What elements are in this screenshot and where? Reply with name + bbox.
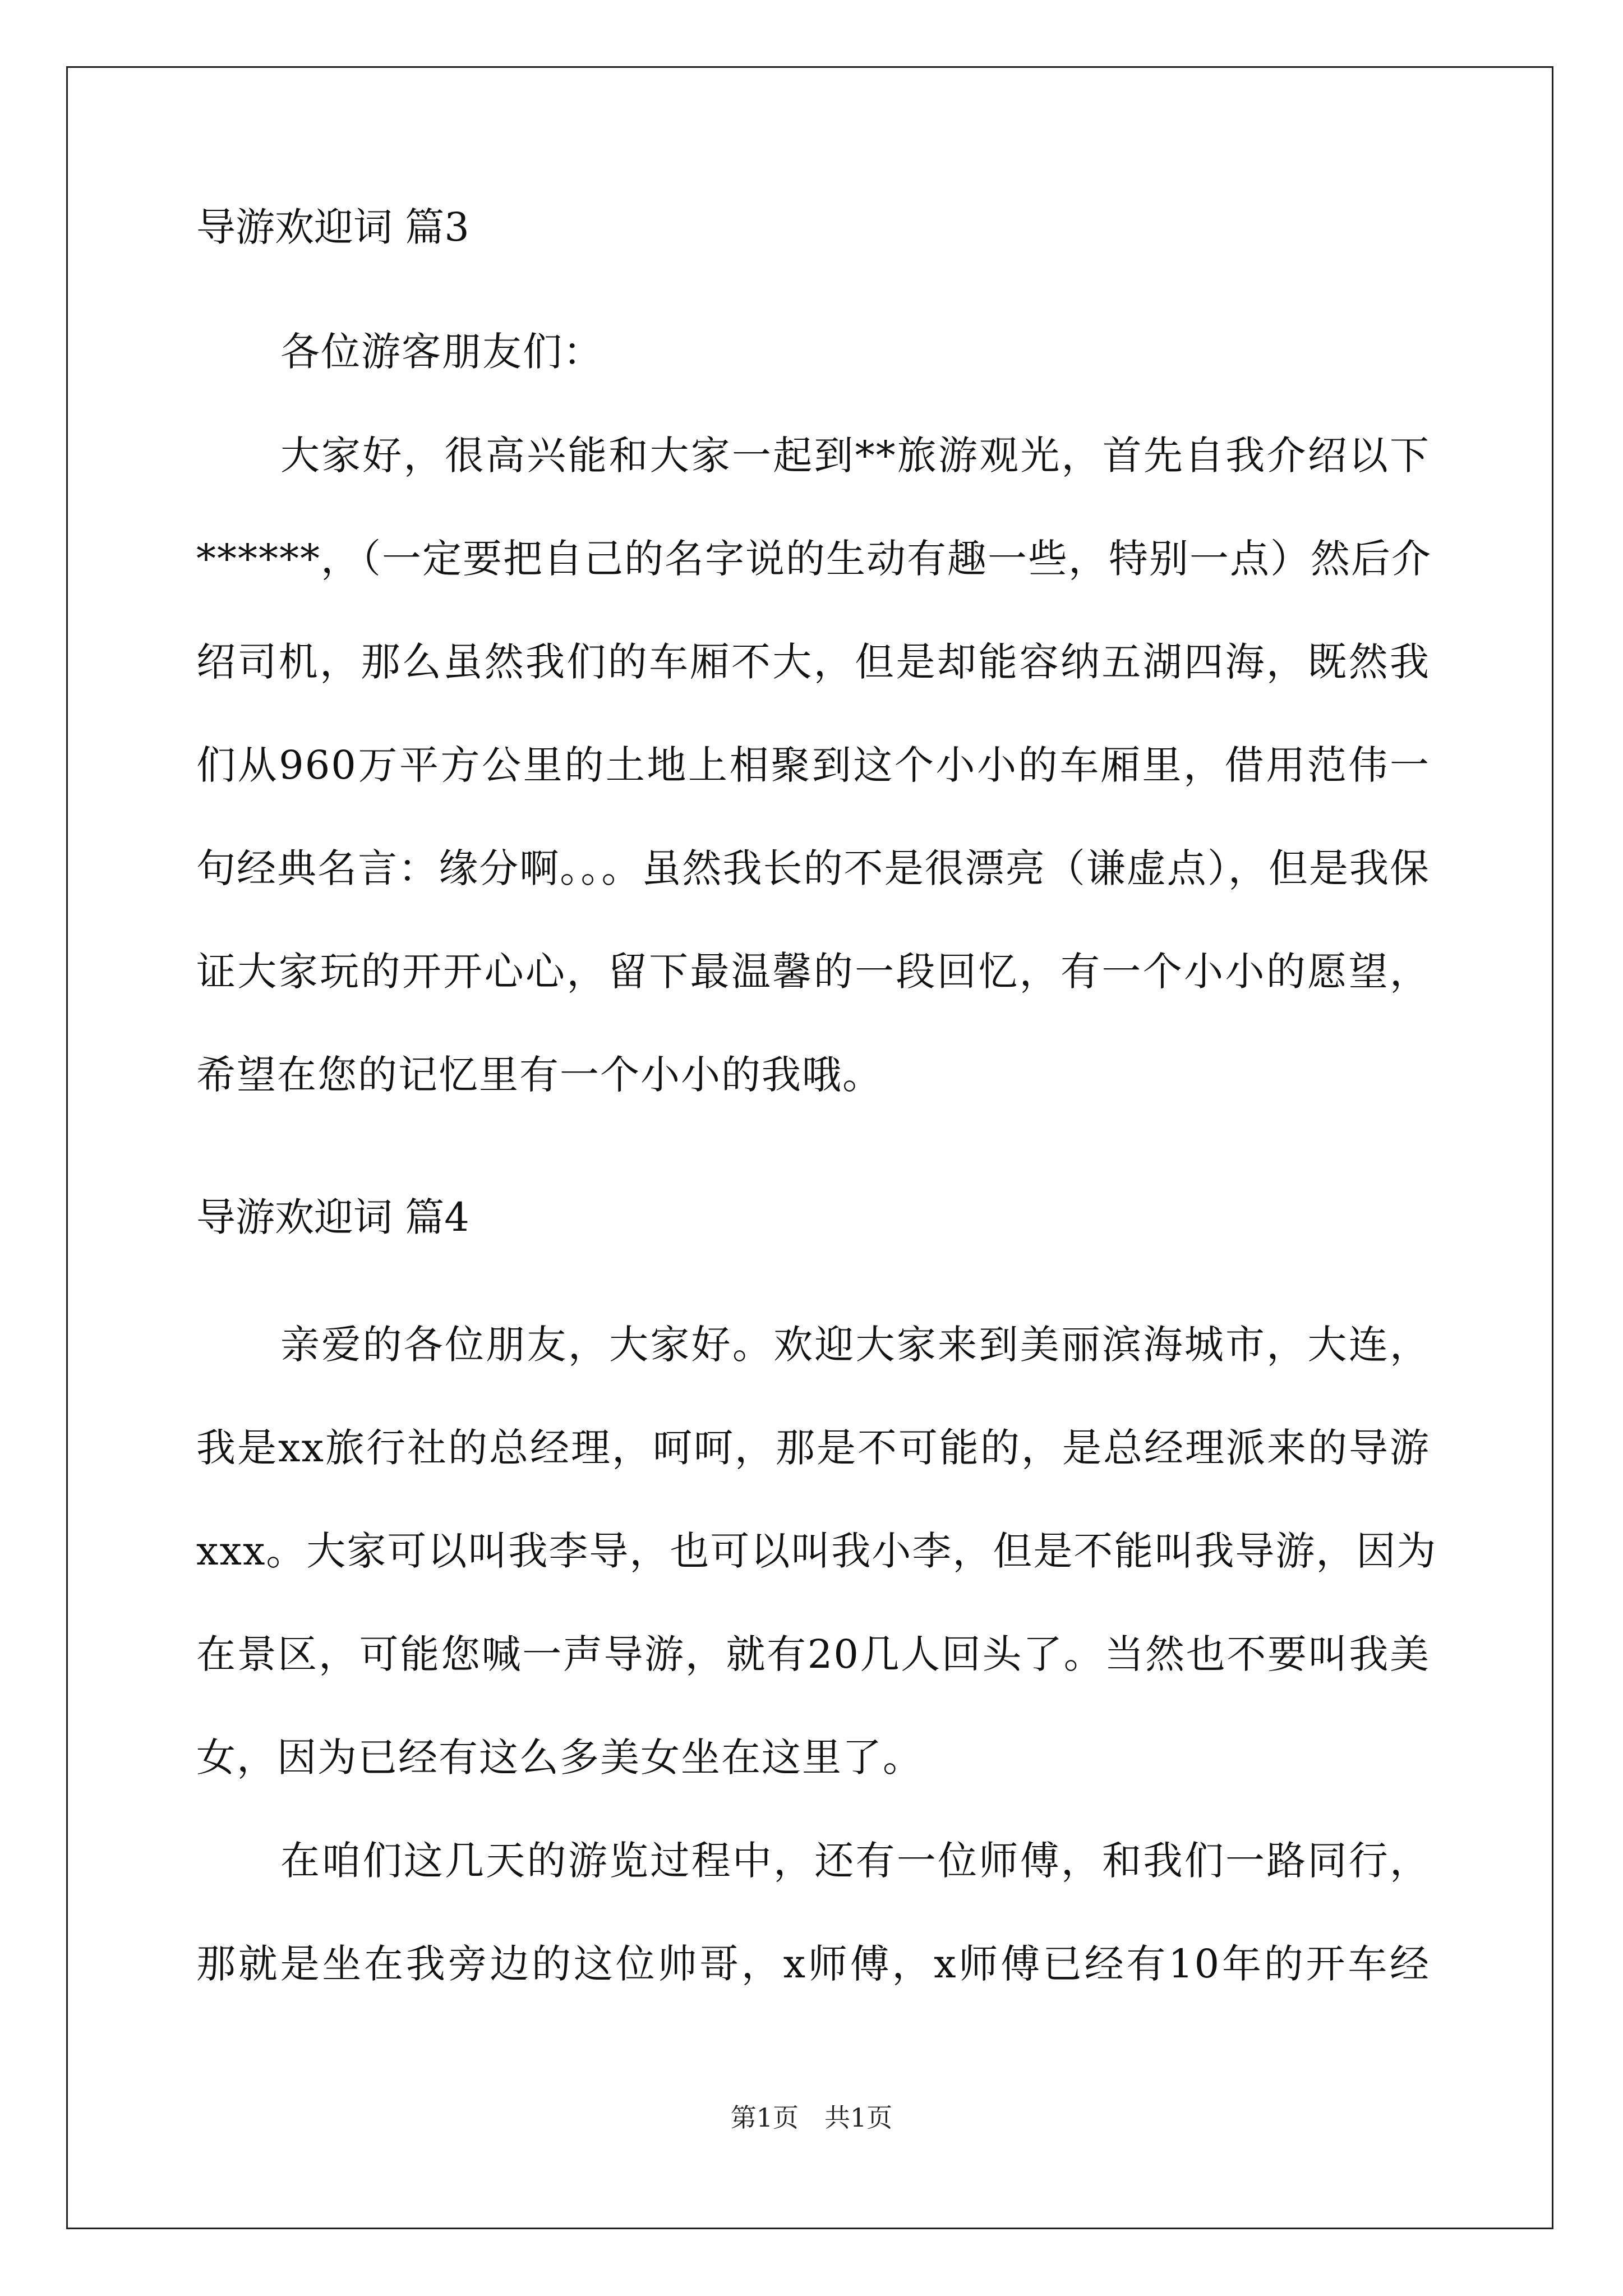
paragraph xyxy=(196,1809,1430,2016)
paragraph xyxy=(196,300,1430,403)
text-line: 在景区，可能您喊一声导游，就有20几人回头了。当然也不要叫我美 xyxy=(196,1631,1430,1677)
paragraph xyxy=(196,1293,1437,1809)
text-line: 句经典名言：缘分啊。。。虽然我长的不是很漂亮（谦虚点），但是我保 xyxy=(196,845,1430,891)
text-line: ******，（一定要把自己的名字说的生动有趣一些，特别一点）然后介 xyxy=(196,536,1432,582)
text-line: 希望在您的记忆里有一个小小的我哦。 xyxy=(196,1052,883,1098)
paragraph xyxy=(196,404,1430,1126)
text-line: 那就是坐在我旁边的这位帅哥，x师傅，x师傅已经有10年的开车经 xyxy=(196,1941,1430,1987)
text-line: 证大家玩的开开心心，留下最温馨的一段回忆，有一个小小的愿望， xyxy=(196,949,1430,995)
text-line: 大家好，很高兴能和大家一起到**旅游观光，首先自我介绍以下 xyxy=(280,432,1430,478)
text-line: 女，因为已经有这么多美女坐在这里了。 xyxy=(196,1734,923,1780)
text-line: xxx。大家可以叫我李导，也可以叫我小李，但是不能叫我导游，因为 xyxy=(196,1528,1437,1574)
text-line: 亲爱的各位朋友，大家好。欢迎大家来到美丽滨海城市，大连， xyxy=(280,1322,1430,1368)
text-line: 我是xx旅行社的总经理，呵呵，那是不可能的，是总经理派来的导游 xyxy=(196,1425,1431,1471)
text-line: 们从960万平方公里的土地上相聚到这个小小的车厢里，借用范伟一 xyxy=(196,742,1430,788)
text-line: 各位游客朋友们： xyxy=(280,329,603,375)
section-heading: 导游欢迎词 篇3 xyxy=(196,204,469,250)
text-line: 在咱们这几天的游览过程中，还有一位师傅，和我们一路同行， xyxy=(280,1838,1430,1884)
page-footer: 第1页 共1页 xyxy=(730,2102,893,2133)
text-line: 绍司机，那么虽然我们的车厢不大，但是却能容纳五湖四海，既然我 xyxy=(196,639,1430,685)
section-heading: 导游欢迎词 篇4 xyxy=(196,1194,469,1240)
